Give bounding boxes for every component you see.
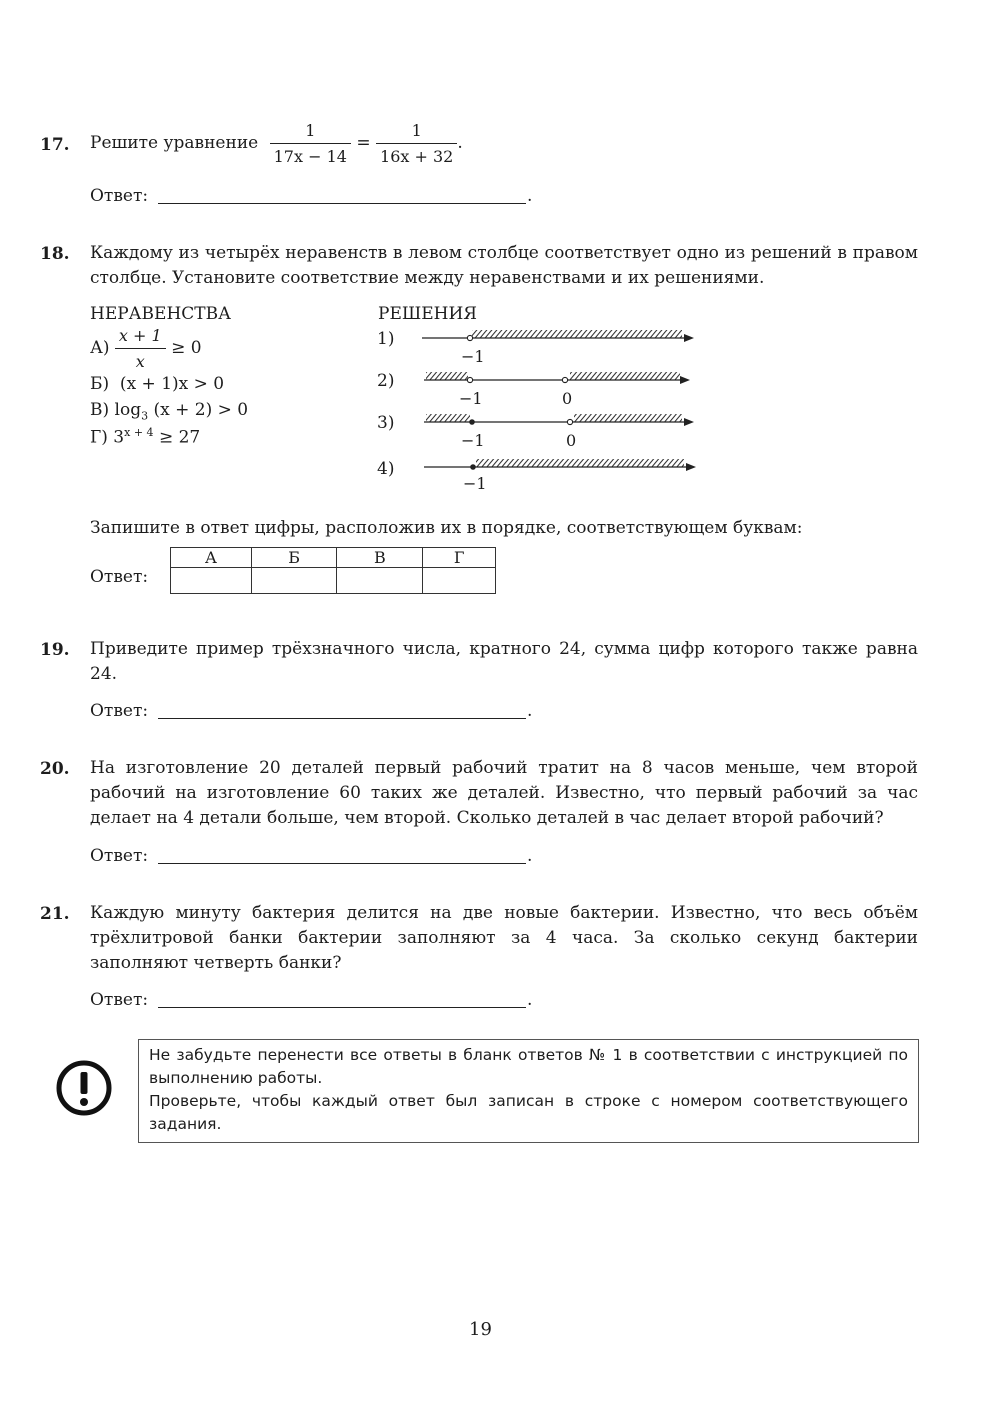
q17-answer-label: Ответ: xyxy=(90,186,149,206)
q19-answer-end: . xyxy=(527,701,533,721)
q20-answer-end: . xyxy=(527,846,533,866)
ineq-d-label: Г) xyxy=(90,427,108,448)
number-line-3 xyxy=(424,414,694,426)
number-line-4 xyxy=(424,459,696,471)
ineq-a-label: А) xyxy=(90,338,110,358)
solution-2-label: 2) xyxy=(377,371,395,391)
nl3-tick-minus1: −1 xyxy=(461,431,485,450)
answer-cell-v[interactable] xyxy=(337,568,423,594)
q17-equation xyxy=(90,121,463,166)
page-number: 19 xyxy=(469,1319,492,1340)
nl2-tick-0: 0 xyxy=(562,389,573,408)
q17-frac2-num: 1 xyxy=(376,121,457,144)
q20-number: 20. xyxy=(40,759,70,779)
q17-answer-end: . xyxy=(527,186,533,206)
q19-answer-field[interactable] xyxy=(158,718,526,719)
q18-number: 18. xyxy=(40,244,70,264)
ineq-c-rest: (x + 2) > 0 xyxy=(153,400,249,420)
q20-answer-label: Ответ: xyxy=(90,846,149,866)
ineq-a-den: x xyxy=(135,352,145,371)
q18-left-header: НЕРАВЕНСТВА xyxy=(90,304,231,324)
q18-answer-table xyxy=(170,547,496,594)
notice-line-1: Не забудьте перенести все ответы в бланк ответов № 1 в соответствии с инструкцией по выполнению работы. xyxy=(149,1046,908,1087)
table-header-b: Б xyxy=(251,548,337,568)
q17-text: Решите уравнение xyxy=(90,133,259,153)
q21-answer-end: . xyxy=(527,990,533,1010)
table-header-v: В xyxy=(337,548,423,568)
ineq-a-num: x + 1 xyxy=(115,326,166,349)
q21-answer-label: Ответ: xyxy=(90,990,149,1010)
table-header-a: А xyxy=(171,548,252,568)
q17-answer-field[interactable] xyxy=(158,203,526,204)
nl3-tick-0: 0 xyxy=(566,431,577,450)
q17-fraction-left xyxy=(270,121,351,166)
ineq-d-rest: ≥ 27 xyxy=(158,427,201,448)
q17-number: 17. xyxy=(40,135,70,155)
answer-cell-a[interactable] xyxy=(171,568,252,594)
nl1-tick-minus1: −1 xyxy=(461,347,485,366)
number-lines xyxy=(410,325,710,495)
solution-3-label: 3) xyxy=(377,413,395,433)
q17-frac1-den: 17x − 14 xyxy=(273,147,347,166)
q20-text: На изготовление 20 деталей первый рабочий тратит на 8 часов меньше, чем второй рабочий на изготовление 60 таких же деталей. Известно, что первый рабочий за час делает на 4 детали больше, чем второй. Сколько деталей в час делает второй рабочий? xyxy=(90,758,918,828)
nl2-tick-minus1: −1 xyxy=(459,389,483,408)
ineq-a-rest: ≥ 0 xyxy=(171,338,202,358)
number-line-1 xyxy=(422,330,694,342)
q20-answer-field[interactable] xyxy=(158,863,526,864)
q19-text: Приведите пример трёхзначного числа, кратного 24, сумма цифр которого также равна 24. xyxy=(90,639,918,684)
ineq-a-fraction xyxy=(115,326,166,371)
ineq-a xyxy=(90,326,202,371)
ineq-c-base: 3 xyxy=(141,409,149,423)
table-header-g: Г xyxy=(423,548,496,568)
q21-text: Каждую минуту бактерия делится на две новые бактерии. Известно, что весь объём трёхлитровой банки бактерии заполняют за 4 часа. За сколько секунд бактерии заполняют четверть банки? xyxy=(90,903,918,973)
number-line-2 xyxy=(424,372,690,384)
ineq-d-base: 3 xyxy=(113,427,125,448)
q18-answer-label: Ответ: xyxy=(90,567,149,587)
q17-equals: = xyxy=(356,133,371,153)
q18-instruction: Запишите в ответ цифры, расположив их в порядке, соответствующем буквам: xyxy=(90,518,803,538)
answer-cell-b[interactable] xyxy=(251,568,337,594)
solution-4-label: 4) xyxy=(377,459,395,479)
ineq-c-label: В) xyxy=(90,400,110,420)
q19-answer-label: Ответ: xyxy=(90,701,149,721)
q21-number: 21. xyxy=(40,904,70,924)
notice-line-2: Проверьте, чтобы каждый ответ был записан в строке с номером соответствующего задания. xyxy=(149,1092,908,1133)
answer-cell-g[interactable] xyxy=(423,568,496,594)
q18-text: Каждому из четырёх неравенств в левом столбце соответствует одно из решений в правом столбце. Установите соответствие между неравенствами и их решениями. xyxy=(90,243,918,288)
q19-number: 19. xyxy=(40,640,70,660)
q17-frac2-den: 16x + 32 xyxy=(380,147,454,166)
q17-tail: . xyxy=(457,133,463,153)
ineq-c xyxy=(90,400,248,422)
exclamation-icon xyxy=(55,1059,113,1117)
q17-fraction-right xyxy=(376,121,457,166)
solution-1-label: 1) xyxy=(377,329,395,349)
ineq-b: Б) (x + 1)x > 0 xyxy=(90,374,225,394)
ineq-d xyxy=(90,426,200,448)
q21-answer-field[interactable] xyxy=(158,1007,526,1008)
q17-frac1-num: 1 xyxy=(270,121,351,144)
ineq-c-log: log xyxy=(114,400,142,420)
ineq-d-exp: x + 4 xyxy=(124,426,154,439)
notice-box xyxy=(138,1039,919,1143)
q18-right-header: РЕШЕНИЯ xyxy=(378,304,478,324)
nl4-tick-minus1: −1 xyxy=(463,474,487,493)
